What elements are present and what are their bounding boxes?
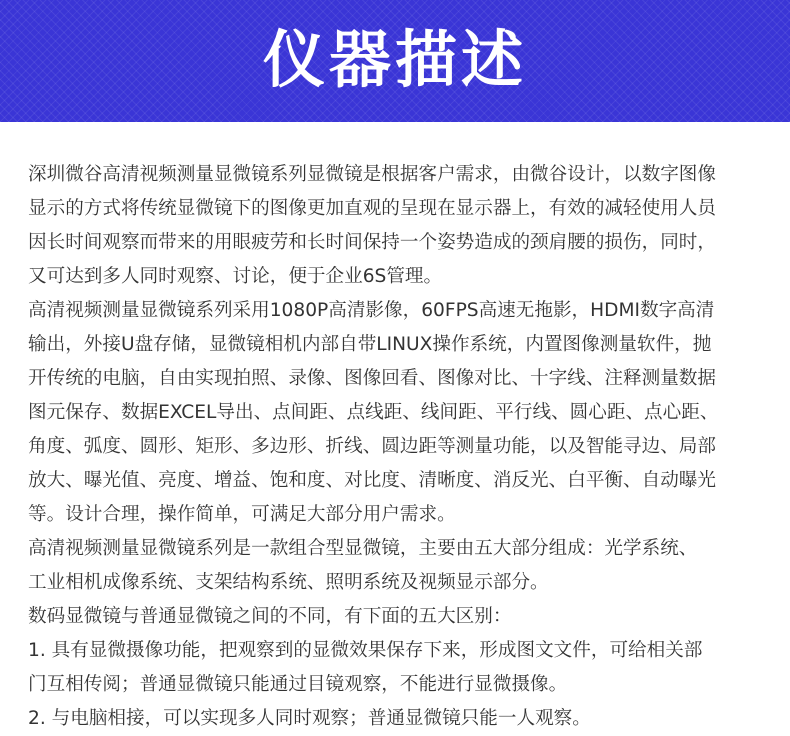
header-banner [0,0,790,122]
text-line: 2. 与电脑相接，可以实现多人同时观察；普通显微镜只能一人观察。 [28,708,591,729]
text-line: 深圳微谷高清视频测量显微镜系列显微镜是根据客户需求，由微谷设计，以数字图像 [28,164,716,185]
text-line: 门互相传阅；普通显微镜只能通过目镜观察，不能进行显微摄像。 [28,674,568,695]
text-line: 等。设计合理，操作简单，可满足大部分用户需求。 [28,504,456,525]
text-line: 角度、弧度、圆形、矩形、多边形、折线、圆边距等测量功能，以及智能寻边、局部 [28,436,716,457]
text-line: 1. 具有显微摄像功能，把观察到的显微效果保存下来，形成图文文件，可给相关部 [28,640,703,661]
text-line: 因长时间观察而带来的用眼疲劳和长时间保持一个姿势造成的颈肩腰的损伤，同时， [28,232,716,253]
page-title: 仪器描述 [262,23,527,96]
text-line: 工业相机成像系统、支架结构系统、照明系统及视频显示部分。 [28,572,549,593]
text-line: 输出，外接U盘存储，显微镜相机内部自带LINUX操作系统，内置图像测量软件，抛 [28,334,712,355]
text-line: 高清视频测量显微镜系列是一款组合型显微镜，主要由五大部分组成：光学系统、 [28,538,698,559]
text-line: 开传统的电脑，自由实现拍照、录像、图像回看、图像对比、十字线、注释测量数据 [28,368,716,389]
description-body [28,158,788,736]
text-line: 又可达到多人同时观察、讨论，便于企业6S管理。 [28,266,443,287]
text-line: 显示的方式将传统显微镜下的图像更加直观的呈现在显示器上，有效的减轻使用人员 [28,198,716,219]
text-line: 图元保存、数据EXCEL导出、点间距、点线距、线间距、平行线、圆心距、点心距、 [28,402,719,423]
text-line: 放大、曝光值、亮度、增益、饱和度、对比度、清晰度、消反光、白平衡、自动曝光 [28,470,716,491]
text-line: 高清视频测量显微镜系列采用1080P高清影像，60FPS高速无拖影，HDMI数字高清 [28,300,715,321]
text-line: 数码显微镜与普通显微镜之间的不同，有下面的五大区别： [28,606,512,627]
